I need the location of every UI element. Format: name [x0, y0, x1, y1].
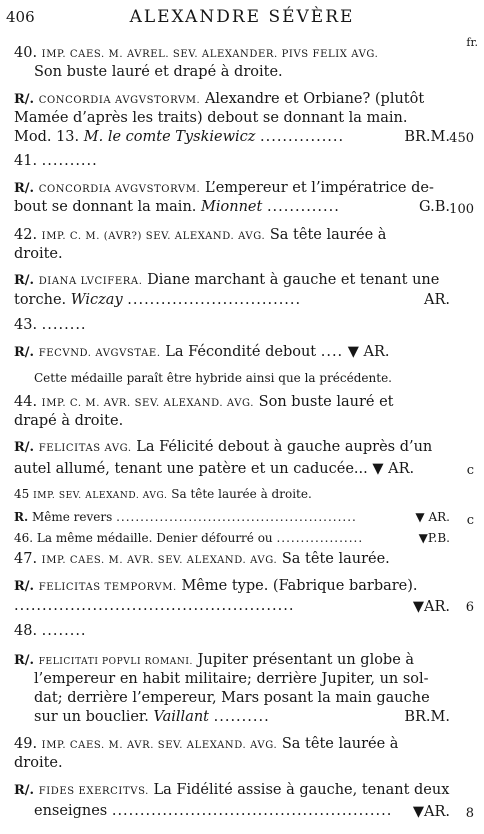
entry-49-obverse [14, 736, 450, 752]
collection: G.B. [419, 199, 450, 215]
leader-dots: .................. [276, 531, 364, 545]
reverse-legend: CONCORDIA AVGVSTORVM. [38, 184, 201, 195]
entry-49-reverse [14, 782, 450, 798]
reverse-symbol: R/. [14, 273, 35, 288]
reverse-text: La Fidélité assise à gauche, tenant deux [153, 782, 450, 798]
entry-45-obverse [14, 487, 450, 501]
entry-42-reverse-line2 [14, 292, 450, 308]
collection: AR. [424, 804, 450, 820]
entry-42-obverse [14, 227, 450, 243]
price: 8 [465, 806, 474, 821]
entry-47-reverse [14, 578, 450, 594]
entry-42-reverse [14, 272, 450, 288]
collection-group [419, 531, 450, 545]
entry-number: 48. [14, 623, 38, 639]
symbol-mark: ▼ [412, 598, 424, 615]
collection-group [413, 598, 450, 615]
entry-43-reverse [14, 343, 450, 360]
entry-number: 44. [14, 394, 38, 410]
entry-45-reverse [14, 510, 450, 524]
entry-49-description-line2: droite. [14, 755, 63, 771]
symbol-mark: ▼ [418, 531, 428, 545]
leader-dots: .................................................. [116, 510, 357, 524]
symbol-mark: ▼ [415, 510, 425, 524]
reverse-symbol: R/. [14, 345, 35, 360]
entry-40-reverse [14, 91, 450, 107]
leader-dots: ........ [41, 317, 87, 333]
leader-dots: ............. [266, 199, 340, 215]
entry-41-reverse-line2 [14, 199, 450, 215]
reverse-text: Diane marchant à gauche et tenant une [147, 272, 440, 288]
description: Son buste lauré et [258, 394, 394, 410]
leader-dots: ............................... [127, 292, 302, 308]
reverse-legend: FELICITAS TEMPORVM. [38, 582, 177, 593]
entry-44-reverse-line2 [14, 460, 450, 477]
entry-48-reverse [14, 652, 450, 668]
reverse-text: autel allumé, tenant une patère et un caducée... [14, 461, 368, 477]
coin-legend: IMP. SEV. ALEXAND. AVG. [33, 491, 168, 501]
symbol-mark: ▼ [372, 460, 384, 477]
description: Sa tête laurée à droite. [171, 487, 312, 501]
price: 450 [449, 131, 474, 146]
reverse-text: Même revers [31, 510, 113, 524]
symbol-mark: ▼ [347, 343, 359, 360]
coin-legend: IMP. C. M. AVR. SEV. ALEXAND. AVG. [41, 398, 255, 409]
description: La même médaille. Denier défourré ou [36, 531, 273, 545]
entry-47-reverse-line2 [14, 598, 450, 615]
price: 100 [449, 202, 474, 217]
reverse-legend: CONCORDIA AVGVSTORVM. [38, 95, 201, 106]
coin-legend: IMP. CAES. M. AVREL. SEV. ALEXANDER. PIVS FELIX AVG. [41, 49, 379, 60]
collection: AR. [363, 344, 390, 360]
price: c [466, 513, 474, 528]
entry-40-obverse [14, 45, 450, 61]
reverse-legend: FECVND. AVGVSTAE. [38, 348, 161, 359]
module: Mod. 13. [14, 129, 80, 145]
description: Sa tête laurée à [269, 227, 387, 243]
reverse-legend: DIANA LVCIFERA. [38, 276, 143, 287]
entry-44-obverse [14, 394, 450, 410]
entry-48-reverse-line4 [34, 709, 450, 725]
collection: BR.M. [404, 129, 450, 145]
entry-40-reverse-line2: Mamée d’après les traits) debout se donnant la main. [14, 110, 408, 126]
leader-dots: .... [320, 344, 344, 360]
source: Mionnet [201, 199, 263, 215]
leader-dots: .......... [41, 153, 98, 169]
leader-dots: ........ [41, 623, 87, 639]
reverse-legend: FELICITATI POPVLI ROMANI. [38, 657, 193, 667]
reverse-text: bout se donnant la main. [14, 199, 197, 215]
entry-44-description-line2: drapé à droite. [14, 413, 124, 429]
reverse-text: Jupiter présentant un globe à [197, 652, 415, 668]
entry-40-description: Son buste lauré et drapé à droite. [34, 64, 283, 80]
page-number: 406 [6, 8, 35, 26]
collection: AR. [428, 510, 450, 524]
leader-dots: .................................................. [111, 803, 393, 819]
reverse-text: La Félicité debout à gauche auprès d’un [136, 439, 433, 455]
reverse-symbol: R. [14, 510, 29, 524]
reverse-text: sur un bouclier. [34, 709, 149, 725]
leader-dots: .................................................. [14, 598, 295, 614]
entry-number: 42. [14, 227, 38, 243]
leader-dots: .......... [213, 709, 270, 725]
entry-47-obverse [14, 551, 450, 567]
reverse-symbol: R/. [14, 783, 35, 798]
entry-49-reverse-line2 [34, 803, 450, 820]
entry-number: 49. [14, 736, 38, 752]
coin-legend: IMP. CAES. M. AVR. SEV. ALEXAND. AVG. [41, 740, 278, 751]
entry-44-reverse [14, 439, 450, 455]
entry-number: 43. [14, 317, 38, 333]
entry-42-description-line2: droite. [14, 246, 63, 262]
symbol-mark: ▼ [412, 803, 424, 820]
entry-48-reverse-line3: dat; derrière l’empereur, Mars posant la main gauche [34, 690, 430, 706]
entry-43-note: Cette médaille paraît être hybride ainsi que la précédente. [34, 371, 392, 385]
reverse-legend: FELICITAS AVG. [38, 443, 132, 454]
collection: P.B. [427, 531, 450, 545]
reverse-text: Alexandre et Orbiane? (plutôt [204, 91, 425, 107]
entry-number: 40. [14, 45, 38, 61]
entry-40-reverse-line3 [14, 129, 450, 145]
collection: BR.M. [404, 709, 450, 725]
entry-number: 47. [14, 551, 38, 567]
entry-number: 41. [14, 153, 38, 169]
description: Sa tête laurée à [281, 736, 399, 752]
entry-41 [14, 153, 450, 169]
reverse-symbol: R/. [14, 579, 35, 594]
reverse-text: Même type. (Fabrique barbare). [181, 578, 418, 594]
reverse-text: torche. [14, 292, 67, 308]
price: c [466, 463, 474, 478]
collection: AR. [424, 292, 450, 308]
reverse-text: La Fécondité debout [165, 344, 317, 360]
entry-46 [14, 531, 450, 545]
coin-legend: IMP. C. M. (AVR?) SEV. ALEXAND. AVG. [41, 231, 266, 242]
running-title: ALEXANDRE SÉVÈRE [129, 7, 355, 27]
description: Sa tête laurée. [281, 551, 390, 567]
source: Vaillant [153, 709, 210, 725]
price: 6 [465, 600, 474, 615]
collection-group [415, 510, 450, 524]
collection-group [413, 803, 450, 820]
reverse-symbol: R/. [14, 181, 35, 196]
leader-dots: ............... [260, 129, 345, 145]
entry-48 [14, 623, 450, 639]
collection: AR. [424, 599, 450, 615]
reverse-text: enseignes [34, 803, 108, 819]
reverse-symbol: R/. [14, 92, 35, 107]
price-column-label: fr. [466, 36, 478, 49]
source: M. le comte Tyskiewicz [83, 129, 256, 145]
reverse-text: L’empereur et l’impératrice de- [204, 180, 434, 196]
coin-legend: IMP. CAES. M. AVR. SEV. ALEXAND. AVG. [41, 555, 278, 566]
reverse-legend: FIDES EXERCITVS. [38, 786, 149, 797]
entry-43 [14, 317, 450, 333]
entry-41-reverse [14, 180, 450, 196]
entry-48-reverse-line2: l’empereur en habit militaire; derrière Jupiter, un sol- [34, 671, 429, 687]
collection: AR. [388, 461, 415, 477]
entry-number: 46. [14, 531, 34, 545]
reverse-symbol: R/. [14, 440, 35, 455]
source: Wiczay [70, 292, 123, 308]
entry-number: 45 [14, 487, 30, 501]
reverse-symbol: R/. [14, 653, 35, 668]
